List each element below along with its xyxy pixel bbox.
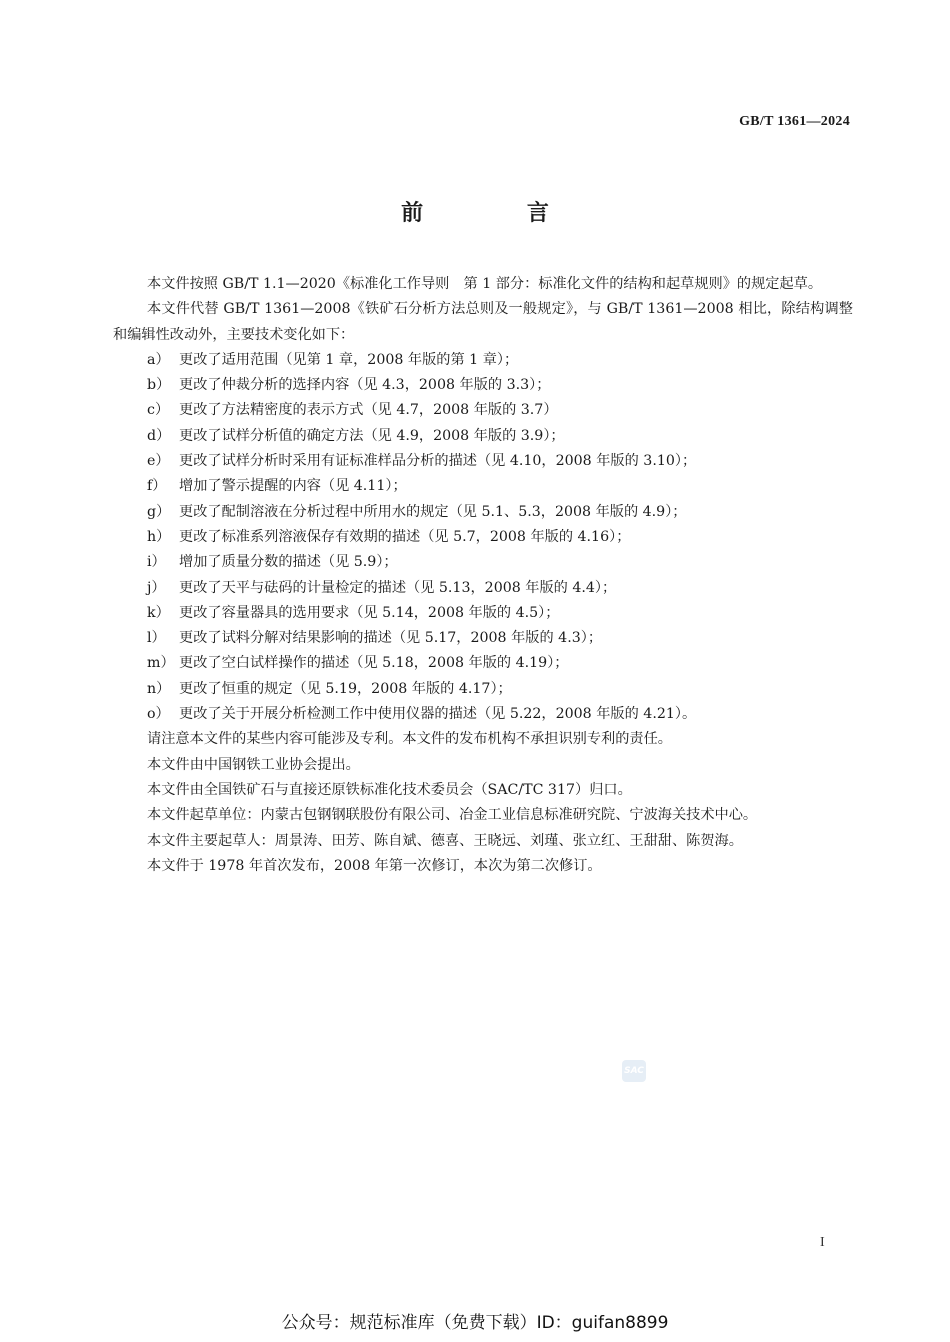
list-item-text: 更改了空白试样操作的描述（见 5.18，2008 年版的 4.19）； bbox=[179, 655, 569, 672]
list-item-text: 更改了方法精密度的表示方式（见 4.7，2008 年版的 3.7） bbox=[179, 402, 558, 419]
list-item-text: 更改了容量器具的选用要求（见 5.14，2008 年版的 4.5）； bbox=[179, 604, 560, 621]
list-item bbox=[113, 677, 853, 702]
list-item-label: n） bbox=[147, 680, 171, 697]
committee-statement: 本文件由全国铁矿石与直接还原铁标准化技术委员会（SAC/TC 317）归口。 bbox=[147, 781, 632, 798]
list-item bbox=[113, 348, 853, 373]
standard-number: GB/T 1361—2024 bbox=[739, 114, 850, 129]
list-item-text: 增加了警示提醒的内容（见 4.11）； bbox=[179, 478, 407, 495]
patent-notice: 请注意本文件的某些内容可能涉及专利。本文件的发布机构不承担识别专利的责任。 bbox=[147, 731, 672, 748]
list-item-text: 更改了试样分析值的确定方法（见 4.9，2008 年版的 3.9）； bbox=[179, 427, 565, 444]
list-item bbox=[113, 651, 853, 676]
drafting-units: 本文件起草单位：内蒙古包钢钢联股份有限公司、冶金工业信息标准研究院、宁波海关技术中心。 bbox=[147, 807, 758, 824]
intro-paragraph: 本文件代替 GB/T 1361—2008《铁矿石分析方法总则及一般规定》，与 GB/T 1361—2008 相比，除结构调整和编辑性改动外，主要技术变化如下： bbox=[113, 301, 853, 343]
proposer-statement: 本文件由中国钢铁工业协会提出。 bbox=[147, 756, 360, 773]
list-item-label: b） bbox=[147, 377, 171, 394]
foreword-body bbox=[113, 272, 853, 879]
intro-paragraph: 本文件按照 GB/T 1.1—2020《标准化工作导则 第 1 部分：标准化文件的结构和起草规则》的规定起草。 bbox=[147, 276, 823, 292]
list-item bbox=[113, 550, 853, 575]
list-item-label: o） bbox=[147, 706, 170, 723]
changes-list bbox=[113, 348, 853, 727]
list-item-label: e） bbox=[147, 453, 170, 470]
list-item-label: m） bbox=[147, 655, 175, 672]
list-item-label: g） bbox=[147, 503, 171, 520]
list-item bbox=[113, 474, 853, 499]
list-item bbox=[113, 702, 853, 727]
page-number: I bbox=[820, 1235, 825, 1250]
list-item bbox=[113, 626, 853, 651]
publication-history: 本文件于 1978 年首次发布，2008 年第一次修订，本次为第二次修订。 bbox=[147, 857, 602, 874]
list-item-text: 更改了恒重的规定（见 5.19，2008 年版的 4.17）； bbox=[179, 680, 512, 697]
list-item-label: f） bbox=[147, 478, 167, 495]
list-item-label: i） bbox=[147, 554, 166, 571]
list-item bbox=[113, 500, 853, 525]
list-item bbox=[113, 449, 853, 474]
list-item-label: a） bbox=[147, 351, 170, 368]
drafters: 本文件主要起草人：周景涛、田芳、陈自斌、德喜、王晓远、刘瑾、张立红、王甜甜、陈贺海。 bbox=[147, 832, 743, 849]
list-item-text: 更改了试样分析时采用有证标准样品分析的描述（见 4.10，2008 年版的 3.10）； bbox=[179, 453, 697, 470]
list-item bbox=[113, 525, 853, 550]
list-item bbox=[113, 576, 853, 601]
list-item-text: 更改了天平与砝码的计量检定的描述（见 5.13，2008 年版的 4.4）； bbox=[179, 579, 617, 596]
list-item-label: h） bbox=[147, 528, 171, 545]
list-item bbox=[113, 601, 853, 626]
list-item-label: c） bbox=[147, 402, 170, 419]
list-item bbox=[113, 373, 853, 398]
list-item-text: 更改了标准系列溶液保存有效期的描述（见 5.7，2008 年版的 4.16）； bbox=[179, 528, 631, 545]
list-item-label: k） bbox=[147, 604, 170, 621]
list-item bbox=[113, 398, 853, 423]
list-item-text: 更改了仲裁分析的选择内容（见 4.3，2008 年版的 3.3）； bbox=[179, 377, 551, 394]
list-item-text: 更改了适用范围（见第 1 章，2008 年版的第 1 章）； bbox=[179, 351, 519, 368]
list-item-text: 更改了关于开展分析检测工作中使用仪器的描述（见 5.22，2008 年版的 4.21）。 bbox=[179, 706, 697, 723]
list-item-label: l） bbox=[147, 630, 166, 647]
list-item-text: 更改了试料分解对结果影响的描述（见 5.17，2008 年版的 4.3）； bbox=[179, 630, 603, 647]
page-title: 前 言 bbox=[401, 200, 597, 226]
list-item-text: 更改了配制溶液在分析过程中所用水的规定（见 5.1、5.3，2008 年版的 4.9）； bbox=[179, 503, 687, 520]
list-item-label: d） bbox=[147, 427, 171, 444]
sac-watermark-logo: SAC bbox=[622, 1060, 646, 1082]
list-item-text: 增加了质量分数的描述（见 5.9）； bbox=[179, 554, 398, 571]
list-item-label: j） bbox=[147, 579, 166, 596]
footer-banner: 公众号：规范标准库（免费下载）ID：guifan8899 bbox=[281, 1313, 669, 1333]
list-item bbox=[113, 424, 853, 449]
